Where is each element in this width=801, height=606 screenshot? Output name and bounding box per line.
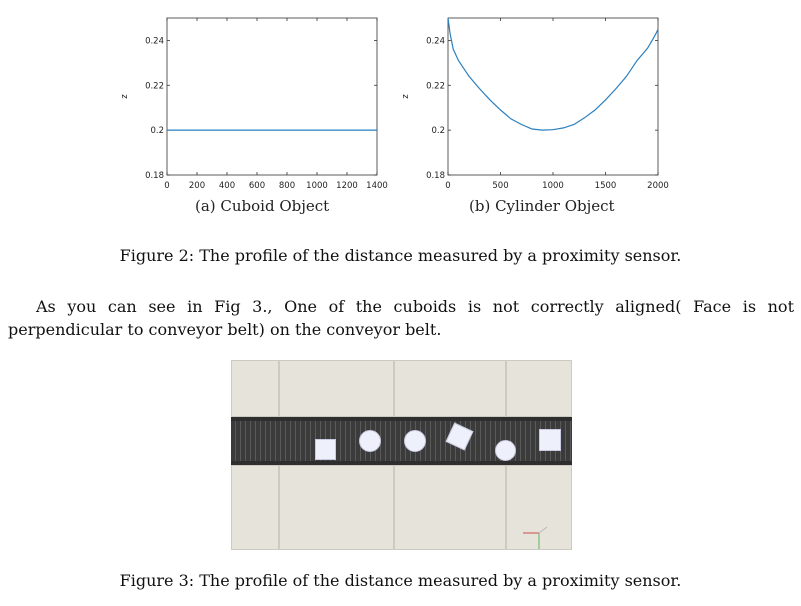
figure-2-caption: Figure 2: The profile of the distance measured by a proximity sensor. [119,246,682,265]
x-tick-label: 1500 [594,181,617,191]
floor-tile [231,360,279,417]
y-tick-label: 0.22 [426,81,445,92]
axes-box [167,18,377,175]
y-tick-label: 0.2 [150,126,164,137]
floor-tile [394,465,506,550]
x-tick-label: 1000 [542,181,564,191]
subcaption-a: (a) Cuboid Object [195,197,330,215]
figure-2-plots [0,0,801,240]
cylinder-object [359,430,381,452]
x-tick-label: 1000 [306,181,328,191]
figure-3-caption: Figure 3: The profile of the distance measured by a proximity sensor. [119,571,682,590]
x-tick-label: 1400 [366,181,388,191]
floor-tile [394,360,506,417]
x-tick-label: 0 [445,181,451,191]
x-tick-label: 400 [218,181,236,191]
plot-cuboid [120,18,388,191]
cylinder-object [495,440,516,461]
floor-tile [231,465,279,550]
x-tick-label: 0 [164,181,170,191]
y-tick-label: 0.18 [426,171,445,181]
cube-object [539,429,561,451]
axes-gizmo-icon [521,525,551,550]
floor-tile [279,360,394,417]
cube-object [315,439,336,460]
x-tick-label: 500 [492,181,509,191]
body-paragraph: As you can see in Fig 3., One of the cuboids is not correctly aligned( Face is not perpendicular to conveyor belt) on the conveyor belt. [8,297,794,339]
y-axis-label: z [401,94,411,99]
subcaption-b: (b) Cylinder Object [469,197,615,215]
axes-box [448,18,658,175]
x-tick-label: 800 [278,181,296,191]
y-tick-label: 0.2 [431,126,445,137]
x-tick-label: 200 [188,181,206,191]
x-tick-label: 2000 [647,181,669,191]
series-line [448,18,658,130]
y-axis-label: z [120,94,130,99]
y-tick-label: 0.24 [426,36,445,47]
x-tick-label: 1200 [336,181,358,191]
plot-cylinder [401,18,669,191]
y-tick-label: 0.18 [145,171,164,181]
x-tick-label: 600 [248,181,266,191]
y-tick-label: 0.24 [145,36,164,47]
y-tick-label: 0.22 [145,81,164,92]
belt-rail-top [231,417,572,421]
belt-rail-bottom [231,461,572,465]
cylinder-object [404,430,426,452]
conveyor-scene-image [231,360,572,550]
floor-tile [506,360,572,417]
floor-tile [279,465,394,550]
conveyor-belt [231,417,572,465]
